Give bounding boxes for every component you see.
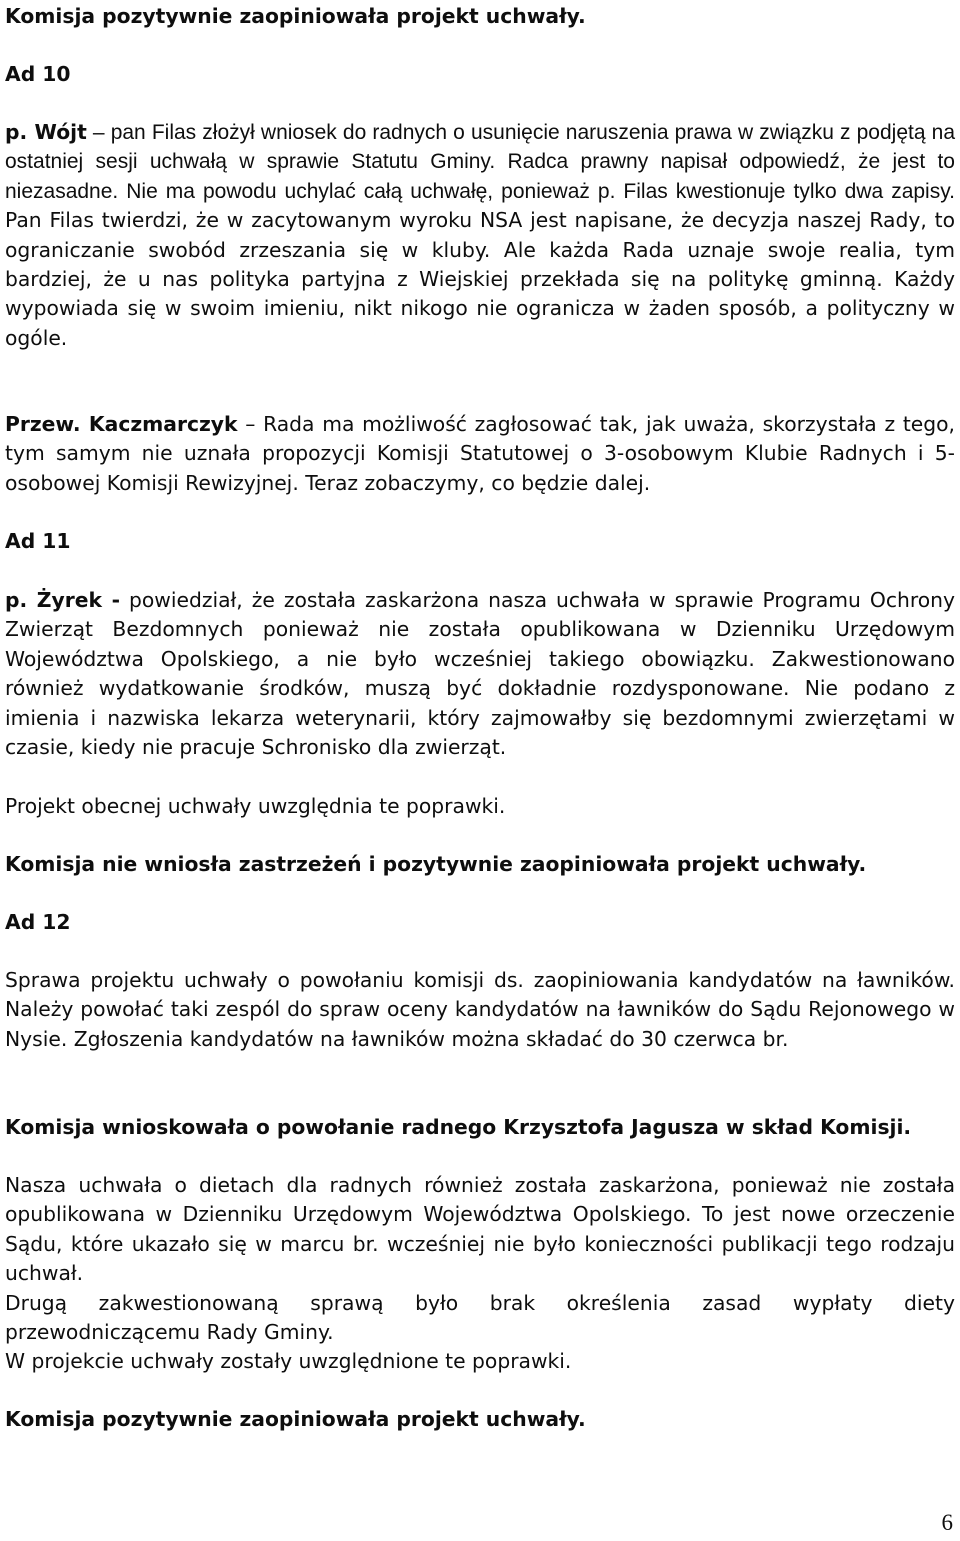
- speaker-kaczmarczyk: Przew. Kaczmarczyk: [5, 412, 238, 436]
- wojt-statement-cont: Pan Filas twierdzi, że w zacytowanym wyroku NSA jest napisane, że decyzja naszej Rady, to ograniczanie swobód zrzeszania się w kluby. Ale każda Rada uznaje swoje realia, tym bardziej, że u nas polityka partyjna z Wiejskiej przekłada się na politykę gminną. Każdy wypowiada się w swoim imieniu, nikt nikogo nie ogranicza w żaden sposób, a polityczny w ogóle.: [5, 208, 955, 350]
- paragraph-diety: Nasza uchwała o dietach dla radnych również została zaskarżona, ponieważ nie została opublikowana w Dzienniku Urzędowym Województwa Opolskiego. To jest nowe orzeczenie Sądu, które ukazało się w marcu br. wcześniej nie było konieczności publikacji tego rodzaju uchwał.: [5, 1173, 955, 1286]
- paragraph-poprawki: W projekcie uchwały zostały uwzględnione te poprawki.: [5, 1349, 572, 1373]
- conclusion-ad-11: Komisja nie wniosła zastrzeżeń i pozytywnie zaopiniowała projekt uchwały.: [5, 852, 867, 876]
- heading-ad-12: Ad 12: [5, 910, 71, 934]
- final-conclusion: Komisja pozytywnie zaopiniowała projekt uchwały.: [5, 1407, 586, 1431]
- speaker-zyrek: p. Żyrek -: [5, 588, 120, 612]
- heading-ad-10: Ad 10: [5, 62, 71, 86]
- page-number: 6: [941, 1510, 953, 1535]
- kaczmarczyk-statement: – Rada ma możliwość zagłosować tak, jak uważa, skorzystała z tego, tym samym nie uznała propozycji Komisji Statutowej o 3-osobowym Klubie Radnych i 5-osobowej Komisji Rewizyjnej. Teraz zobaczymy, co będzie dalej.: [5, 412, 955, 495]
- top-conclusion: Komisja pozytywnie zaopiniowała projekt uchwały.: [5, 4, 586, 28]
- heading-ad-11: Ad 11: [5, 529, 71, 553]
- paragraph-druga-sprawa: Drugą zakwestionowaną sprawą było brak określenia zasad wypłaty diety przewodniczącemu Rady Gminy.: [5, 1291, 955, 1345]
- paragraph-kaczmarczyk: [5, 410, 955, 498]
- speaker-wojt: p. Wójt: [5, 120, 87, 144]
- paragraph-zyrek: [5, 586, 955, 762]
- zyrek-statement: powiedział, że została zaskarżona nasza uchwała w sprawie Programu Ochrony Zwierząt Bezdomnych ponieważ nie została opublikowana w Dzienniku Urzędowym Województwa Opolskiego, a nie było wcześniej takiego obowiązku. Zakwestionowano również wydatkowanie środków, muszą być dokładnie rozdysponowane. Nie podano z imienia i nazwiska lekarza weterynarii, który zajmowałby się bezdomnymi zwierzętami w czasie, kiedy nie pracuje Schronisko dla zwierząt.: [5, 588, 955, 760]
- conclusion-ad-12: Komisja wnioskowała o powołanie radnego Krzysztofa Jagusza w skład Komisji.: [5, 1115, 912, 1139]
- wojt-statement: – pan Filas złożył wniosek do radnych o usunięcie naruszenia prawa w związku z podjętą na ostatniej sesji uchwałą w sprawie Statutu Gminy. Radca prawny napisał odpowiedź, że jest to niezasadne. Nie ma powodu uchylać całą uchwałę, ponieważ p. Filas kwestionuje tylko dwa zapisy.: [5, 121, 955, 203]
- paragraph-projekt-poprawki: Projekt obecnej uchwały uwzględnia te poprawki.: [5, 794, 506, 818]
- paragraph-wojt: [5, 118, 955, 353]
- paragraph-lawnicy: Sprawa projektu uchwały o powołaniu komisji ds. zaopiniowania kandydatów na ławników. Należy powołać taki zespól do spraw oceny kandydatów na ławników do Sądu Rejonowego w Nysie. Zgłoszenia kandydatów na ławników można składać do 30 czerwca br.: [5, 968, 955, 1051]
